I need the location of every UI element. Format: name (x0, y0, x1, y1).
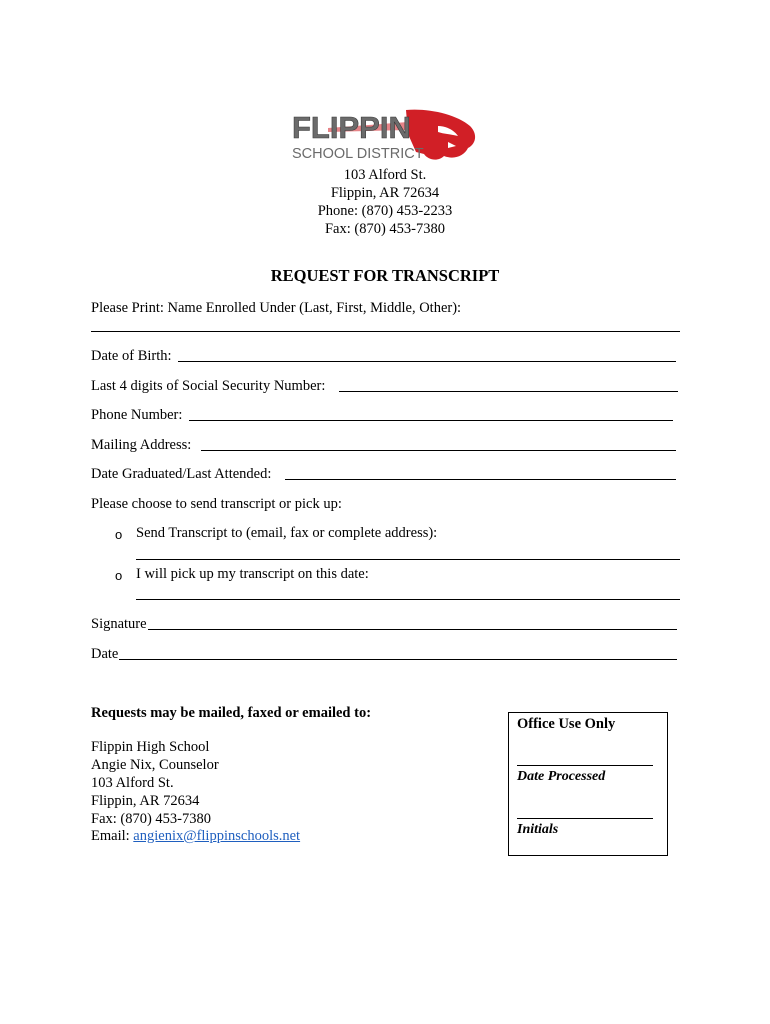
logo-text: FLIPPIN (292, 110, 411, 145)
fax-line: Fax: (870) 453-7380 (324, 221, 445, 237)
signature-label: Signature (91, 616, 147, 632)
dob-field[interactable] (178, 361, 676, 362)
pickup-option-bullet[interactable]: o (115, 568, 123, 583)
contact-school: Flippin High School (91, 739, 210, 755)
logo-subtext: SCHOOL DISTRICT (292, 146, 424, 162)
phone-field[interactable] (189, 420, 673, 421)
send-to-field[interactable] (136, 559, 680, 560)
date-processed-field[interactable] (517, 765, 653, 766)
name-field[interactable] (91, 331, 680, 332)
ssn-field[interactable] (339, 391, 678, 392)
mailing-address-label: Mailing Address: (91, 437, 192, 453)
address-line-2: Flippin, AR 72634 (330, 185, 440, 201)
initials-field[interactable] (517, 818, 653, 819)
date-field[interactable] (119, 659, 677, 660)
graduated-label: Date Graduated/Last Attended: (91, 466, 272, 482)
contact-email-row (91, 827, 300, 845)
dob-label: Date of Birth: (91, 348, 172, 364)
address-line-1: 103 Alford St. (343, 167, 427, 183)
office-use-title: Office Use Only (517, 716, 616, 732)
choose-label: Please choose to send transcript or pick up: (91, 496, 342, 512)
page-title: REQUEST FOR TRANSCRIPT (270, 266, 500, 285)
date-processed-label: Date Processed (517, 769, 606, 784)
initials-label: Initials (517, 822, 559, 837)
graduated-field[interactable] (285, 479, 676, 480)
contact-heading: Requests may be mailed, faxed or emailed to: (91, 705, 372, 721)
signature-field[interactable] (148, 629, 677, 630)
send-option-label: Send Transcript to (email, fax or complete address): (136, 525, 438, 541)
ssn-label: Last 4 digits of Social Security Number: (91, 378, 326, 394)
date-label: Date (91, 646, 119, 662)
email-link[interactable]: angienix@flippinschools.net (133, 828, 301, 844)
email-prefix: Email: (91, 828, 134, 844)
contact-counselor: Angie Nix, Counselor (91, 757, 219, 773)
contact-city: Flippin, AR 72634 (91, 793, 200, 809)
flippin-school-district-logo (288, 104, 480, 168)
phone-line: Phone: (870) 453-2233 (317, 203, 453, 219)
pickup-date-field[interactable] (136, 599, 680, 600)
name-label: Please Print: Name Enrolled Under (Last, First, Middle, Other): (91, 300, 462, 316)
pickup-option-label: I will pick up my transcript on this date: (136, 566, 369, 582)
contact-street: 103 Alford St. (91, 775, 174, 791)
mailing-address-field[interactable] (201, 450, 676, 451)
phone-label: Phone Number: (91, 407, 183, 423)
send-option-bullet[interactable]: o (115, 527, 123, 542)
contact-fax: Fax: (870) 453-7380 (91, 811, 212, 827)
